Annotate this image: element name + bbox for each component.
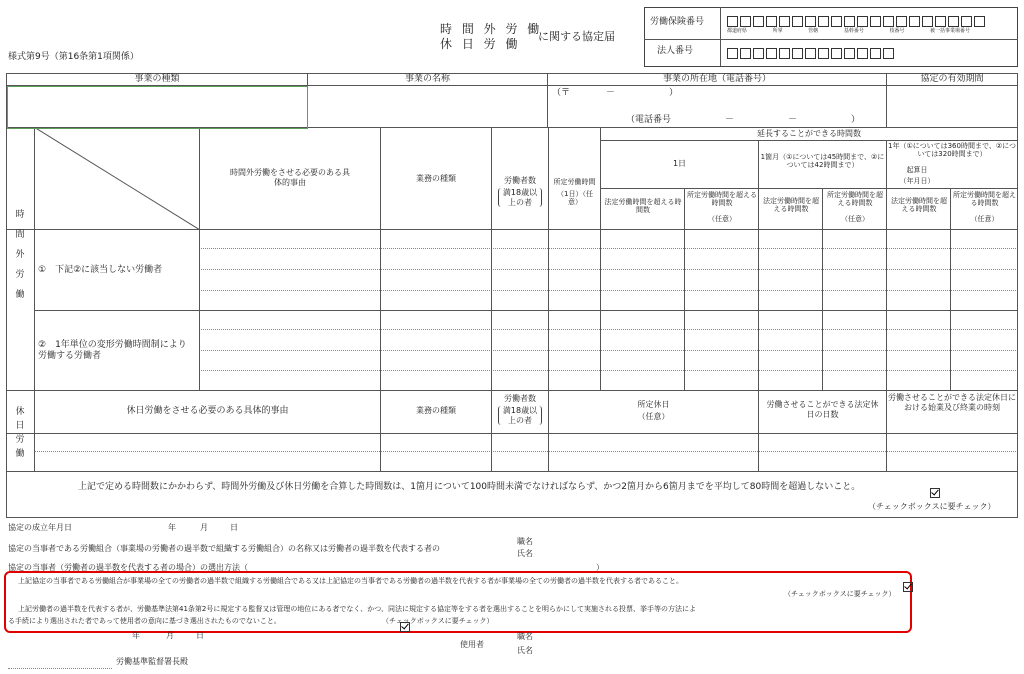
legal-over-year: 法定労働時間を超える時間数	[891, 197, 947, 214]
legal-over-day: 法定労働時間を超える時間数	[604, 198, 682, 215]
corporate-number-field[interactable]	[727, 44, 896, 63]
legal-over-month: 法定労働時間を超える時間数	[763, 197, 819, 214]
confirmation-2-note: （チェックボックスに要チェック）	[382, 617, 494, 625]
confirmation-1-checkbox[interactable]	[903, 582, 913, 592]
optional-year: （任意）	[970, 215, 999, 223]
location-header: 事業の所在地（電話番号）	[662, 74, 771, 84]
union-line: 協定の当事者である労働組合（事業場の労働者の過半数で組織する労働組合）の名称又は労働者の過半数を代表する者の	[8, 544, 440, 553]
office-name-field[interactable]	[8, 668, 112, 669]
phone-number-field[interactable]: （電話番号 － － ）	[626, 115, 861, 125]
overtime-job-type-header: 業務の種類	[416, 174, 456, 183]
scheduled-hours-sub: （1日）（任意）	[557, 190, 593, 207]
selection-method-label: 協定の当事者（労働者の過半数を代表する者の場合）の選出方法（	[8, 563, 248, 572]
labor-office-label: 労働基準監督署長殿	[116, 657, 188, 666]
holiday-reason-header: 休日労働をさせる必要のある具体的事由	[126, 406, 289, 416]
notice-checkbox[interactable]	[930, 488, 940, 498]
insurance-sublabels: 都道府県 所掌 管轄 基幹番号 枝番号 被一括事業場番号	[727, 28, 971, 34]
holiday-side-label: 休 日 労 働	[15, 407, 25, 459]
overtime-row-1-label: ① 下記②に該当しない労働者	[38, 265, 163, 275]
established-date-label: 協定の成立年月日	[8, 523, 72, 532]
confirmation-1-note: （チェックボックスに要チェック）	[784, 590, 896, 598]
postal-code-field[interactable]: （〒 － ）	[552, 88, 679, 98]
selection-method-close: ）	[596, 563, 604, 572]
title-suffix: に関する協定届	[538, 30, 615, 43]
overtime-side-label: 時 間 外 労 働	[15, 210, 25, 300]
employer-name-label: 氏名	[517, 646, 533, 655]
sched-over-year: 所定労働時間を超える時間数	[953, 191, 1016, 208]
overtime-workers-sub: 満18歳以上の者	[498, 188, 542, 207]
insurance-number-label: 労働保険番号	[650, 17, 705, 27]
sign-month: 月	[166, 631, 174, 640]
notice-text: 上記で定める時間数にかかわらず、時間外労働及び休日労働を合算した時間数は、1箇月について100時間未満でなければならず、かつ2箇月から6箇月までを平均して80時間を超過しないこと。	[78, 482, 861, 492]
union-title-label: 職名	[517, 537, 533, 546]
title-overtime: 時 間 外 労 働	[440, 22, 543, 36]
form-number: 様式第9号（第16条第1項関係）	[8, 52, 139, 62]
start-date-label: 起算日	[906, 166, 928, 174]
one-month-header: 1箇月（①については45時間まで、②については42時間まで）	[760, 153, 885, 170]
one-day-header: 1日	[672, 159, 687, 168]
confirmation-1-text: 上記協定の当事者である労働組合が事業場の全ての労働者の過半数で組織する労働組合である又は上記協定の当事者である労働者の過半数を代表する者が事業場の全ての労働者の過半数を代表する者であること。	[18, 577, 683, 585]
confirmation-2-text-a: 上記労働者の過半数を代表する者が、労働基準法第41条第2号に規定する監督又は管理の地位にある者でなく、かつ、同法に規定する協定等をする者を選出することを明らかにして実施される投票、挙手等の方法によ	[18, 605, 696, 613]
optional-month: （任意）	[841, 215, 869, 223]
overtime-workers-header: 労働者数	[504, 176, 536, 185]
business-type-header: 事業の種類	[134, 74, 180, 84]
notice-check-note: （チェックボックスに要チェック）	[868, 502, 996, 511]
scheduled-holiday-sub: （任意）	[637, 412, 670, 421]
optional-day: （任意）	[708, 215, 736, 223]
extendable-hours-header: 延長することができる時間数	[757, 129, 861, 138]
business-type-input[interactable]	[7, 86, 308, 129]
legal-holiday-days-header: 労働させることができる法定休日の日数	[766, 400, 879, 419]
sched-over-month: 所定労働時間を超える時間数	[827, 191, 883, 208]
overtime-reason-header: 時間外労働をさせる必要のある具体的事由	[230, 168, 350, 187]
holiday-workers-sub: 満18歳以上の者	[498, 406, 542, 425]
overtime-row-2-label: ② 1年単位の変形労働時間制により労働する労働者	[38, 340, 187, 362]
legal-holiday-times-header: 労働させることができる法定休日における始業及び終業の時刻	[888, 393, 1016, 412]
business-name-header: 事業の名称	[404, 74, 450, 84]
diagonal-divider	[34, 127, 200, 230]
validity-header: 協定の有効期間	[920, 74, 984, 84]
confirmation-2-text-b: る手続により選出された者であって使用者の意向に基づき選出されたものでないこと。	[8, 617, 281, 625]
union-name-label: 氏名	[517, 549, 533, 558]
employer-title-label: 職名	[517, 632, 533, 641]
established-year: 年	[168, 523, 176, 532]
sched-over-day: 所定労働時間を超える時間数	[687, 191, 757, 208]
one-year-header: 1年（①については360時間まで、②については320時間まで）	[888, 142, 1016, 159]
employer-label: 使用者	[460, 640, 484, 649]
established-month: 月	[200, 523, 208, 532]
start-date-sub: （年月日）	[899, 177, 935, 185]
sign-day: 日	[196, 631, 204, 640]
corporate-number-label: 法人番号	[657, 46, 694, 56]
established-day: 日	[230, 523, 238, 532]
holiday-workers-header: 労働者数	[504, 394, 536, 403]
scheduled-holiday-header: 所定休日	[637, 400, 670, 409]
holiday-job-type-header: 業務の種類	[416, 406, 456, 415]
title-holiday: 休 日 労 働	[440, 37, 521, 51]
sign-year: 年	[132, 631, 140, 640]
scheduled-hours-header: 所定労働時間	[553, 178, 596, 186]
